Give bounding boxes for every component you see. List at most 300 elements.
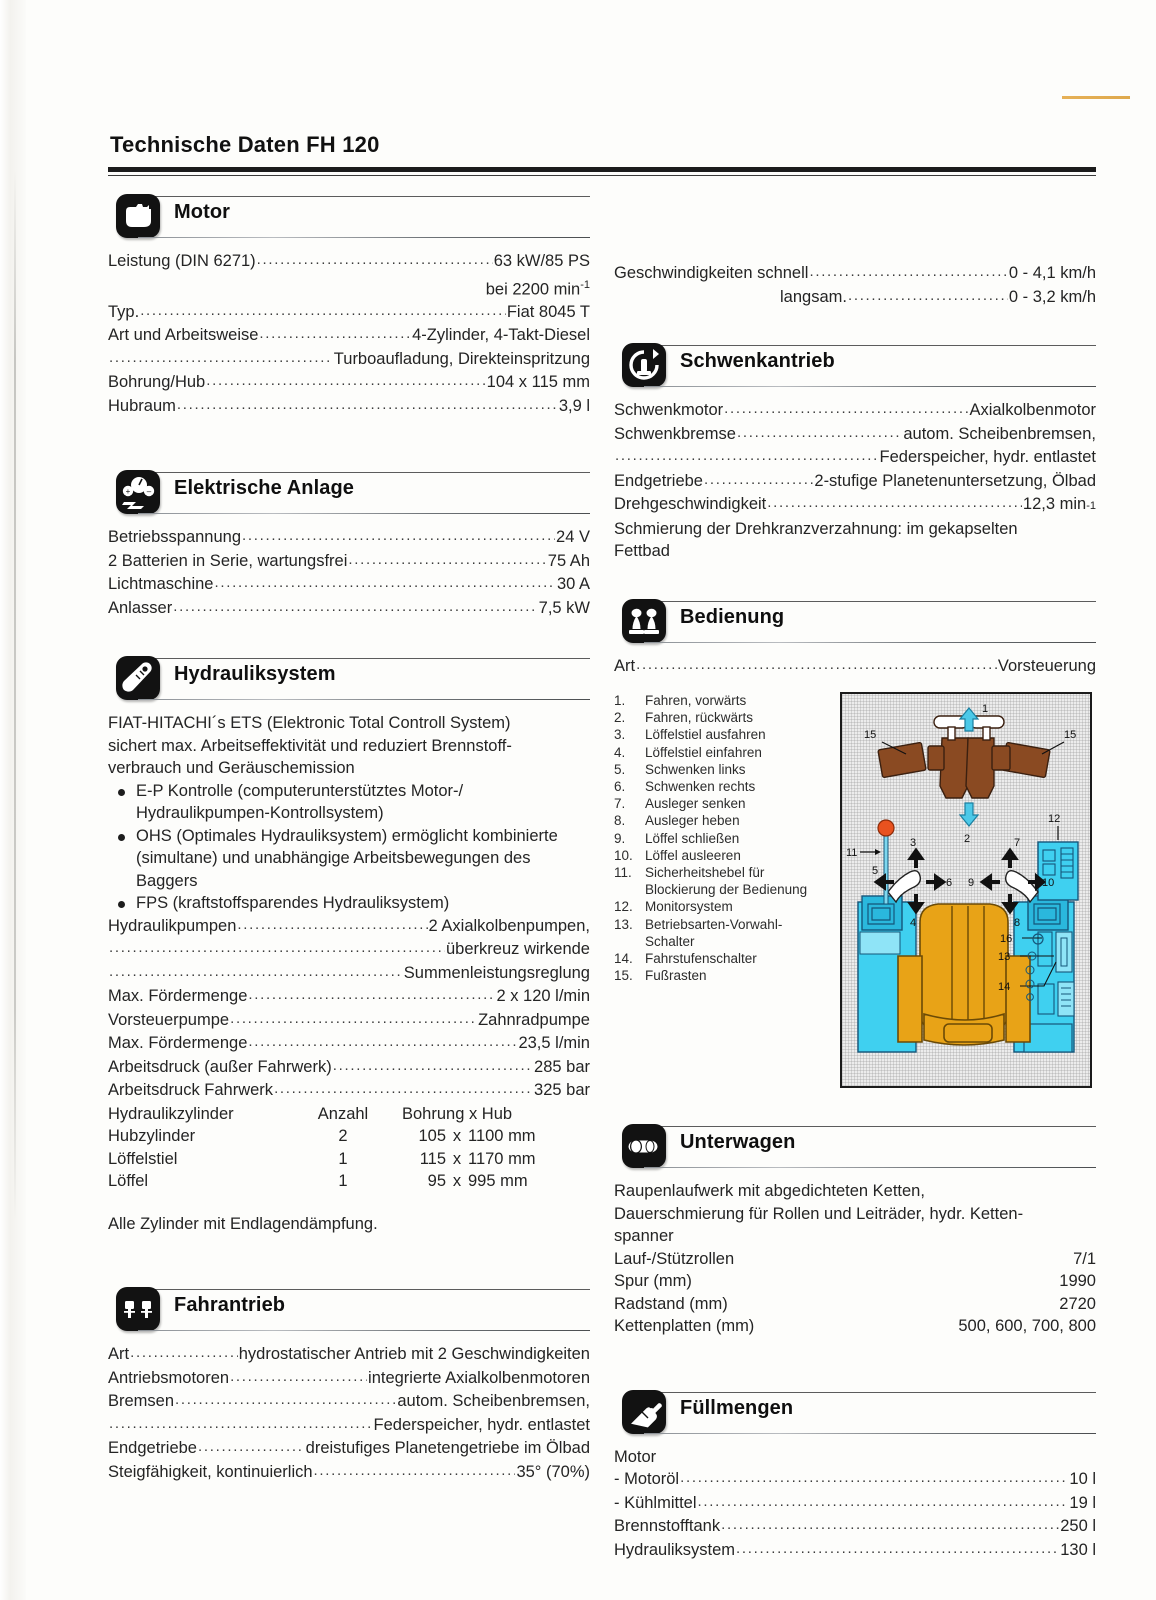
unterwagen-body: [614, 1180, 1096, 1338]
svg-text:12: 12: [1048, 813, 1061, 825]
spec-row: [614, 1270, 1096, 1293]
spec-label: Anlasser: [108, 598, 173, 617]
spec-row: [108, 915, 590, 939]
dot-leader: [140, 300, 506, 323]
multiply-sign: x: [452, 1149, 462, 1168]
legend-text: Monitorsystem: [645, 899, 733, 915]
spec-value: Summenleistungsreglung: [403, 963, 590, 982]
legend-item: [614, 898, 830, 915]
right-column: [614, 190, 1096, 1564]
header-rule-top: [644, 345, 1096, 346]
legend-text: Sicherheitshebel für: [645, 865, 765, 881]
section-unterwagen: [614, 1120, 1096, 1338]
spec-value: 0 - 3,2 km/h: [1008, 287, 1096, 306]
spec-value: 4-Zylinder, 4-Takt-Diesel: [412, 326, 590, 344]
spec-value: autom. Scheibenbremsen,: [903, 424, 1096, 443]
track-roller-icon: [622, 1124, 666, 1168]
spec-value: Turboaufladung, Direkteinspritzung: [333, 349, 590, 368]
dot-leader: [230, 1008, 477, 1031]
spec-value: bei 2200 min: [485, 280, 581, 298]
spec-value: Axialkolbenmotor: [969, 401, 1096, 419]
spec-label: Antriebsmotoren: [108, 1368, 230, 1387]
spec-row: [108, 1390, 590, 1414]
section-header-fuellmengen: [614, 1386, 1096, 1438]
header-rule-bottom: [138, 699, 590, 700]
svg-text:6: 6: [946, 877, 953, 889]
spec-label: Art: [614, 656, 636, 675]
header-rule-bottom: [644, 642, 1096, 643]
svg-text:15: 15: [864, 729, 877, 741]
intro-line: sichert max. Arbeitseffektivität und reduziert Brennstoff-: [108, 736, 512, 755]
free-text-line: Schmierung der Drehkranzverzahnung: im gekapselten: [614, 519, 1018, 538]
cab-controls-diagram: [840, 692, 1092, 1088]
spec-value: 7,5 kW: [538, 598, 590, 617]
column-header-bore: Bohrung x Hub: [402, 1104, 513, 1123]
spec-value: 0 - 4,1 km/h: [1008, 264, 1096, 282]
spec-row: [108, 597, 590, 621]
spec-label: Arbeitsdruck Fahrwerk: [108, 1081, 274, 1099]
page-title: Technische Daten FH 120: [110, 132, 380, 157]
intro-line: FIAT-HITACHI´s ETS (Elektronic Total Controll System): [108, 714, 511, 732]
dot-leader: [230, 1366, 367, 1389]
spec-value: 10 l: [1069, 1470, 1096, 1488]
spec-label: Hydrauliksystem: [614, 1540, 736, 1559]
section-fuellmengen: [614, 1386, 1096, 1563]
header-rule-top: [138, 196, 590, 197]
svg-text:4: 4: [910, 917, 917, 929]
section-title-fuellmengen: Füllmengen: [680, 1396, 794, 1419]
spec-row: [108, 1461, 590, 1485]
svg-text:16: 16: [1000, 933, 1013, 945]
hydraulic-cylinder-icon: [116, 656, 160, 700]
header-rule-top: [644, 1126, 1096, 1127]
spec-row: [614, 1515, 1096, 1539]
header-rule-top: [138, 658, 590, 659]
legend-item: [614, 830, 830, 847]
spec-label: Schwenkmotor: [614, 401, 724, 419]
fuel-nozzle-icon: [622, 1390, 666, 1434]
section-motor: [108, 190, 590, 418]
spec-value: 250 l: [1060, 1517, 1096, 1535]
dot-leader: [274, 1078, 533, 1101]
section-header-schwenkantrieb: [614, 339, 1096, 391]
spec-value: 63 kW/85 PS: [493, 252, 590, 270]
stroke-value: 1100 mm: [468, 1127, 536, 1145]
feature-bullet-list: [108, 780, 590, 915]
svg-text:7: 7: [1014, 837, 1021, 849]
spec-row: [108, 324, 590, 348]
dot-leader: [175, 1389, 396, 1412]
spec-label: Steigfähigkeit, kontinuierlich: [108, 1462, 313, 1481]
spec-value: 7/1: [1073, 1249, 1096, 1268]
spec-label: Arbeitsdruck (außer Fahrwerk): [108, 1057, 332, 1076]
spec-row: [614, 470, 1096, 494]
cell-qty: 1: [338, 1172, 348, 1190]
spec-label: Lauf-/Stützrollen: [614, 1249, 735, 1268]
title-rule-thick: [108, 167, 1096, 172]
spec-value: 35° (70%): [516, 1462, 590, 1481]
spec-label: - Motoröl: [614, 1470, 680, 1488]
section-header-unterwagen: [614, 1120, 1096, 1172]
dot-leader: [704, 469, 813, 492]
spec-value: 23,5 l/min: [518, 1034, 590, 1052]
section-header-motor: [108, 190, 590, 242]
spec-label: 2 Batterien in Serie, wartungsfrei: [108, 551, 348, 570]
legend-item: [614, 916, 830, 933]
dot-leader: [724, 398, 968, 421]
svg-text:8: 8: [1014, 917, 1021, 929]
dot-leader: [259, 323, 411, 346]
section-fahrantrieb: [108, 1283, 590, 1484]
superscript: -1: [1086, 500, 1096, 512]
section-hydrauliksystem: [108, 652, 590, 1235]
header-rule-bottom: [644, 386, 1096, 387]
table-row: [108, 1148, 590, 1171]
spec-label: Schwenkbremse: [614, 424, 736, 443]
list-item: OHS (Optimales Hydrauliksystem) ermöglicht kombinierte (simultane) und unabhängige Arbeitsbewegungen des Baggers: [108, 825, 590, 893]
section-title-hydrauliksystem: Hydrauliksystem: [174, 663, 336, 685]
legend-item: [614, 812, 830, 829]
spec-row: [108, 1079, 590, 1103]
spec-label: Endgetriebe: [614, 471, 703, 490]
section-spacer: [108, 622, 590, 652]
spec-row: [108, 1343, 590, 1367]
track-drive-icon: [116, 1287, 160, 1331]
legend-number: 1.: [614, 693, 626, 708]
spec-row: [108, 250, 590, 274]
spec-value: 2-stufige Planetenuntersetzung, Ölbad: [814, 471, 1096, 490]
dot-leader: [767, 492, 1022, 515]
cell-bore: [402, 1170, 590, 1193]
list-item: FPS (kraftstoffsparendes Hydrauliksystem): [108, 892, 590, 915]
dot-leader: [636, 654, 997, 677]
dot-leader: [173, 596, 537, 619]
cylinder-note: Alle Zylinder mit Endlagendämpfung.: [108, 1214, 378, 1233]
legend-text: Ausleger heben: [645, 813, 740, 829]
stroke-value: 1170 mm: [468, 1149, 536, 1168]
spec-value: 2720: [1059, 1294, 1096, 1313]
title-rule-thin: [108, 175, 1096, 176]
dot-leader: [737, 422, 902, 445]
spec-label: Art und Arbeitsweise: [108, 326, 259, 344]
cell-qty: 1: [338, 1149, 348, 1168]
table-row: [108, 1170, 590, 1193]
scan-edge-shadow: [0, 0, 26, 1600]
header-rule-bottom: [644, 1167, 1096, 1168]
spec-row: [108, 526, 590, 550]
legend-text: Schwenken links: [645, 761, 746, 777]
spec-row: [108, 371, 590, 395]
spec-value: 325 bar: [534, 1081, 590, 1099]
legend-number: 4.: [614, 744, 626, 760]
spec-row: [108, 985, 590, 1009]
engine-block-icon: [116, 194, 160, 238]
spec-value: hydrostatischer Antrieb mit 2 Geschwindigkeiten: [238, 1345, 590, 1363]
two-column-layout: [108, 190, 1096, 1564]
legend-number: 8.: [614, 813, 626, 829]
section-title-motor: Motor: [174, 201, 231, 223]
legend-text: Ausleger senken: [645, 796, 746, 812]
spec-value: Federspeicher, hydr. entlastet: [879, 448, 1096, 466]
spec-label: Leistung (DIN 6271): [108, 252, 256, 270]
column-header-type: Hydraulikzylinder: [108, 1104, 234, 1123]
legend-number: 5.: [614, 761, 626, 777]
spec-label: langsam.: [780, 287, 847, 306]
spec-row: [108, 395, 590, 419]
spec-row: [108, 1367, 590, 1391]
table-header-row: [108, 1103, 590, 1126]
legend-item: [614, 761, 830, 778]
dot-leader: [198, 1436, 305, 1459]
section-spacer: [108, 1237, 590, 1283]
dot-leader: [680, 1467, 1068, 1490]
speeds-spec-list: [614, 262, 1096, 309]
legend-text: Betriebsarten-Vorwahl-: [645, 916, 783, 932]
spec-value: 1990: [1059, 1272, 1096, 1290]
spec-label: Geschwindigkeiten schnell: [614, 264, 809, 282]
spec-row: [614, 262, 1096, 286]
spec-value: 19 l: [1069, 1493, 1096, 1512]
control-legend-list: [614, 692, 830, 1088]
bedienung-spec-list: [614, 655, 1096, 679]
legend-text: Löffelstiel einfahren: [645, 744, 762, 760]
legend-number: 10.: [614, 847, 633, 863]
joystick-controls-icon: [622, 599, 666, 643]
left-column: [108, 190, 590, 1486]
legend-number: 11.: [614, 865, 632, 881]
section-spacer: [614, 565, 1096, 595]
hydrauliksystem-body: [108, 712, 590, 1235]
cell-qty: 2: [338, 1127, 348, 1145]
table-row: [108, 1125, 590, 1148]
slew-rotate-icon: [622, 343, 666, 387]
spec-label: Radstand (mm): [614, 1294, 728, 1313]
dot-leader: [177, 394, 558, 417]
spec-label: Hubraum: [108, 396, 176, 415]
spec-label: Bremsen: [108, 1392, 175, 1410]
header-rule-top: [138, 1289, 590, 1290]
spec-row: [614, 493, 1096, 518]
legend-text: Löffel ausleeren: [645, 847, 741, 863]
cell-type: Löffel: [108, 1172, 149, 1190]
spec-value: 500, 600, 700, 800: [958, 1317, 1096, 1335]
spec-value: 285 bar: [534, 1057, 590, 1076]
spec-row: [108, 938, 590, 962]
bedienung-legend-and-diagram: [614, 692, 1096, 1088]
legend-text-continuation: Blockierung der Bedienung: [645, 882, 808, 898]
spec-row: [614, 423, 1096, 447]
spec-label: Max. Fördermenge: [108, 987, 248, 1005]
section-title-elektrische-anlage: Elektrische Anlage: [174, 477, 355, 499]
svg-text:15: 15: [1064, 729, 1077, 741]
dot-leader: [848, 285, 1008, 308]
section-title-schwenkantrieb: Schwenkantrieb: [680, 350, 835, 372]
bore-value: 95: [427, 1172, 446, 1190]
dot-leader: [348, 549, 546, 572]
svg-text:13: 13: [998, 951, 1011, 963]
svg-text:1: 1: [982, 703, 989, 715]
spec-label: Lichtmaschine: [108, 575, 214, 593]
spec-value: 30 A: [556, 575, 590, 593]
dot-leader: [109, 347, 333, 370]
legend-text: Löffelstiel ausfahren: [645, 727, 766, 743]
spec-row: [108, 1056, 590, 1080]
spec-value: 130 l: [1060, 1540, 1096, 1559]
spec-value: 2 Axialkolbenpumpen,: [428, 916, 590, 935]
header-rule-bottom: [138, 1330, 590, 1331]
spec-value: Vorsteuerung: [997, 656, 1096, 675]
list-item: E-P Kontrolle (computerunterstütztes Motor-/ Hydraulikpumpen-Kontrollsystem): [108, 780, 590, 825]
spec-value: Federspeicher, hydr. entlastet: [373, 1415, 590, 1434]
stroke-value: 995 mm: [468, 1172, 528, 1190]
dot-leader: [615, 445, 879, 468]
header-rule-bottom: [138, 513, 590, 514]
elektrische-anlage-spec-list: [108, 526, 590, 620]
superscript: -1: [580, 278, 590, 291]
bore-value: 115: [419, 1149, 446, 1168]
legend-item: [614, 967, 830, 984]
spec-label: Bohrung/Hub: [108, 373, 206, 391]
dot-leader: [109, 961, 403, 984]
section-header-elektrische-anlage: [108, 466, 590, 518]
svg-text:11: 11: [846, 847, 858, 859]
dot-leader: [698, 1491, 1069, 1514]
spec-row: [614, 286, 1096, 310]
cell-bore: [402, 1148, 590, 1171]
fahrantrieb-spec-list: [108, 1343, 590, 1484]
column-header-qty: Anzahl: [317, 1104, 369, 1123]
dot-leader: [237, 914, 427, 937]
spec-label: Typ.: [108, 302, 140, 321]
dot-leader: [206, 370, 485, 393]
motor-spec-list: [108, 250, 590, 418]
spec-label: Hydraulikpumpen: [108, 916, 237, 935]
section-title-bedienung: Bedienung: [680, 605, 785, 628]
spec-value: Zahnradpumpe: [478, 1010, 590, 1029]
section-title-fahrantrieb: Fahrantrieb: [174, 1294, 286, 1316]
dot-leader: [242, 525, 555, 548]
spec-label: Max. Fördermenge: [108, 1034, 248, 1052]
legend-text: Schwenken rechts: [645, 779, 756, 795]
schwenkantrieb-spec-list: [614, 399, 1096, 563]
spec-label: Art: [108, 1345, 130, 1363]
spec-row: [108, 1032, 590, 1056]
free-text-line: Raupenlaufwerk mit abgedichteten Ketten,: [614, 1182, 925, 1200]
section-schwenkantrieb: [614, 339, 1096, 563]
section-elektrische-anlage: [108, 466, 590, 620]
svg-text:14: 14: [998, 981, 1011, 993]
legend-item: [614, 795, 830, 812]
legend-item: [614, 709, 830, 726]
legend-item: [614, 847, 830, 864]
header-rule-top: [138, 472, 590, 473]
spec-value: überkreuz wirkende: [446, 940, 590, 958]
spec-value: 104 x 115 mm: [486, 373, 590, 391]
section-spacer: [614, 1340, 1096, 1386]
spec-row: [108, 1437, 590, 1461]
spec-label: Kettenplatten (mm): [614, 1317, 755, 1335]
spec-value: 2 x 120 l/min: [496, 987, 590, 1005]
svg-text:9: 9: [968, 877, 975, 889]
dot-leader: [721, 1514, 1059, 1537]
dot-leader: [314, 1460, 516, 1483]
legend-number: 7.: [614, 796, 626, 812]
dot-leader: [248, 1031, 517, 1054]
dot-leader: [809, 261, 1007, 284]
spec-row-continuation: [108, 274, 590, 301]
spec-row: [614, 1248, 1096, 1271]
dot-leader: [736, 1538, 1059, 1561]
legend-number: 6.: [614, 779, 626, 795]
multiply-sign: x: [452, 1127, 462, 1145]
spec-value: autom. Scheibenbremsen,: [397, 1392, 590, 1410]
print-registration-mark: [1062, 96, 1130, 99]
document-content: [108, 132, 1096, 1564]
section-spacer: [108, 420, 590, 466]
spec-row: [614, 1293, 1096, 1316]
spec-label: Drehgeschwindigkeit: [614, 495, 767, 513]
legend-text: Fahrstufenschalter: [645, 951, 757, 967]
legend-number: 13.: [614, 916, 633, 932]
spec-value: 24 V: [556, 528, 590, 546]
section-title-unterwagen: Unterwagen: [680, 1131, 796, 1153]
spec-label: Betriebsspannung: [108, 528, 242, 546]
svg-text:3: 3: [910, 837, 917, 849]
spec-label: - Kühlmittel: [614, 1493, 697, 1512]
dot-leader: [333, 1055, 533, 1078]
cell-type: Löffelstiel: [108, 1149, 178, 1168]
legend-number: 9.: [614, 830, 626, 846]
cell-type: Hubzylinder: [108, 1127, 196, 1145]
spec-row: [614, 655, 1096, 679]
section-spacer: [614, 1090, 1096, 1120]
legend-item: [614, 692, 830, 709]
legend-text: Fahren, rückwärts: [645, 710, 754, 726]
header-rule-bottom: [138, 237, 590, 238]
battery-gauge-icon: [116, 470, 160, 514]
cylinder-table: [108, 1103, 590, 1193]
spec-value: 12,3 min: [1022, 495, 1087, 513]
spec-row: [614, 1315, 1096, 1338]
spec-label: Vorsteuerpumpe: [108, 1010, 230, 1029]
legend-text-continuation: Schalter: [645, 933, 695, 949]
legend-number: 15.: [614, 968, 633, 984]
section-header-hydrauliksystem: [108, 652, 590, 704]
free-text-line: Dauerschmierung für Rollen und Leiträder, hydr. Ketten-: [614, 1204, 1024, 1223]
group-label: Motor: [614, 1447, 657, 1466]
svg-text:+: +: [125, 487, 131, 496]
legend-item: [614, 744, 830, 761]
spec-value: dreistufiges Planetengetriebe im Ölbad: [305, 1439, 590, 1457]
spec-value: integrierte Axialkolbenmotoren: [368, 1368, 590, 1387]
spec-row: [614, 446, 1096, 470]
fuellmengen-spec-list: [614, 1446, 1096, 1563]
legend-number: 12.: [614, 899, 633, 915]
spec-row: [108, 1009, 590, 1033]
intro-line: verbrauch und Geräuschemission: [108, 759, 355, 777]
legend-number: 14.: [614, 951, 633, 967]
multiply-sign: x: [452, 1172, 462, 1190]
svg-text:–: –: [146, 487, 152, 496]
dot-leader: [257, 249, 493, 272]
section-header-bedienung: [614, 595, 1096, 647]
spec-row: [614, 1492, 1096, 1516]
header-rule-top: [644, 601, 1096, 602]
dot-leader: [214, 572, 555, 595]
dot-leader: [109, 1413, 373, 1436]
spec-label: Spur (mm): [614, 1272, 692, 1290]
spec-row: [108, 348, 590, 372]
